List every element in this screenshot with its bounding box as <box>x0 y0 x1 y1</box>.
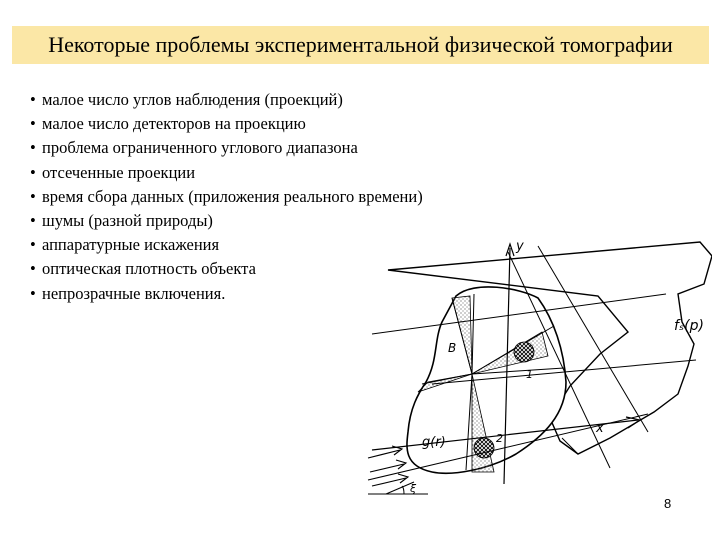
inclusion-2 <box>474 438 494 458</box>
inclusion-1 <box>514 342 534 362</box>
slide-title: Некоторые проблемы экспериментальной физической томографии <box>48 32 673 57</box>
bullet-marker: • <box>30 90 36 109</box>
angle-marker <box>368 482 428 494</box>
bullet-marker: • <box>30 162 36 182</box>
list-item-text: шумы (разной природы) <box>42 211 213 231</box>
tomography-figure <box>348 236 712 498</box>
projection-label: fₛ(p) <box>674 318 704 334</box>
bullet-marker: • <box>30 114 36 134</box>
bullet-marker: • <box>30 211 36 231</box>
list-item <box>30 161 423 185</box>
beam-arrows <box>368 446 408 486</box>
inclusion-1-label: 1 <box>526 368 533 381</box>
bullet-marker: • <box>30 235 36 255</box>
list-item <box>30 209 423 233</box>
object-label: g(r) <box>422 435 446 450</box>
list-item <box>30 136 423 160</box>
x-axis-label: x <box>596 421 604 436</box>
list-item-text: непрозрачные включения. <box>42 283 226 303</box>
list-item-text: время сбора данных (приложения реального времени) <box>42 186 423 206</box>
bullet-marker: • <box>30 283 36 303</box>
region-b-label: B <box>448 341 457 355</box>
tomography-diagram <box>348 236 712 498</box>
angle-label: ξ <box>410 482 417 495</box>
list-item <box>30 112 423 136</box>
list-item <box>30 185 423 209</box>
bullet-marker: • <box>30 186 36 206</box>
list-item-text: оптическая плотность объекта <box>42 259 256 279</box>
title-bar <box>12 26 709 64</box>
bullet-marker: • <box>30 138 36 158</box>
list-item-text: проблема ограниченного углового диапазона <box>42 138 358 158</box>
list-item-text: аппаратурные искажения <box>42 235 220 255</box>
page-number: 8 <box>664 496 672 511</box>
inclusion-2-label: 2 <box>496 432 503 445</box>
bullet-marker: • <box>30 259 36 279</box>
list-item <box>30 88 423 112</box>
y-axis-label: y <box>516 239 524 254</box>
list-item-text: малое число детекторов на проекцию <box>42 114 306 134</box>
list-item-text: малое число углов наблюдения (проекций) <box>42 90 343 109</box>
list-item-text: отсеченные проекции <box>42 162 196 182</box>
